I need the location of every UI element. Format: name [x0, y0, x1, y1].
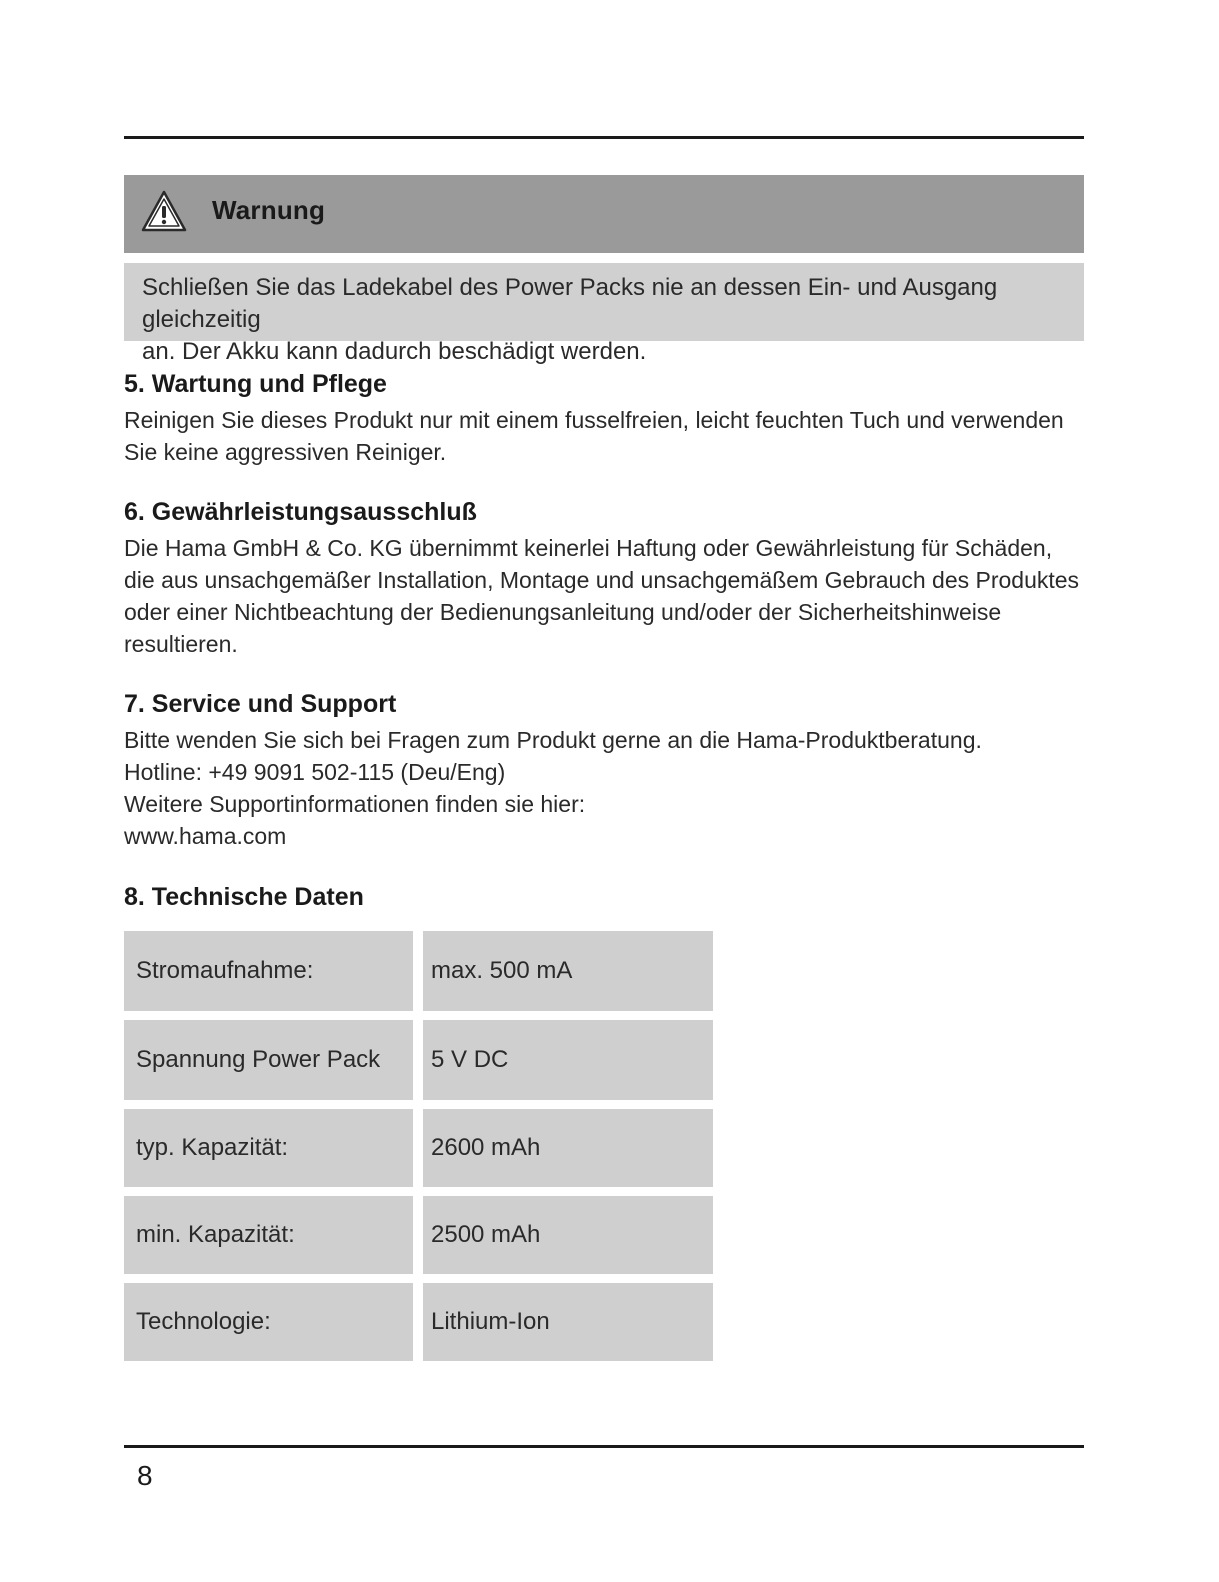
section-maintenance: [124, 368, 1084, 468]
section-heading: 6. Gewährleistungsausschluß: [124, 498, 477, 526]
paragraph-line: oder einer Nichtbeachtung der Bedienungsanleitung und/oder der Sicherheitshinweise: [124, 599, 1002, 625]
spec-value: max. 500 mA: [423, 931, 713, 1011]
spec-value: Lithium-Ion: [423, 1283, 713, 1361]
section-heading: 8. Technische Daten: [124, 883, 364, 911]
section-technical-data: [124, 881, 1084, 913]
spec-value: 2600 mAh: [423, 1109, 713, 1187]
spec-value: 5 V DC: [423, 1020, 713, 1100]
paragraph-line: resultieren.: [124, 631, 238, 657]
spec-label: typ. Kapazität:: [124, 1109, 413, 1187]
section-heading: 5. Wartung und Pflege: [124, 370, 387, 398]
paragraph-line: Bitte wenden Sie sich bei Fragen zum Produkt gerne an die Hama-Produktberatung.: [124, 727, 982, 753]
spec-label: Spannung Power Pack: [124, 1020, 413, 1100]
table-row: [124, 1196, 713, 1274]
bottom-divider: [124, 1445, 1084, 1448]
section-heading: 7. Service und Support: [124, 690, 397, 718]
warning-title: Warnung: [212, 195, 326, 225]
spec-label: min. Kapazität:: [124, 1196, 413, 1274]
paragraph-line: die aus unsachgemäßer Installation, Montage und unsachgemäßem Gebrauch des Produktes: [124, 567, 1080, 593]
spec-label: Technologie:: [124, 1283, 413, 1361]
warning-text-line: an. Der Akku kann dadurch beschädigt werden.: [142, 338, 647, 365]
paragraph-line: Weitere Supportinformationen finden sie hier:: [124, 791, 586, 817]
warning-text-line: Schließen Sie das Ladekabel des Power Packs nie an dessen Ein- und Ausgang gleichzeitig: [142, 274, 998, 333]
paragraph-line: Die Hama GmbH & Co. KG übernimmt keinerlei Haftung oder Gewährleistung für Schäden,: [124, 535, 1053, 561]
table-row: [124, 1109, 713, 1187]
top-divider: [124, 136, 1084, 139]
section-warranty-disclaimer: [124, 496, 1084, 660]
table-row: [124, 1020, 713, 1100]
spec-label: Stromaufnahme:: [124, 931, 413, 1011]
section-paragraph: [124, 532, 1084, 660]
page-number: 8: [137, 1460, 153, 1491]
table-row: [124, 931, 713, 1011]
section-service-support: [124, 688, 1084, 852]
table-row: [124, 1283, 713, 1361]
warning-text: [124, 263, 1084, 365]
website-link[interactable]: www.hama.com: [124, 823, 287, 849]
warning-header: [124, 175, 1084, 253]
hotline-text: Hotline: +49 9091 502-115 (Deu/Eng): [124, 759, 506, 785]
section-paragraph: [124, 404, 1084, 468]
technical-data-table: [124, 931, 713, 1370]
spec-value: 2500 mAh: [423, 1196, 713, 1274]
warning-triangle-icon: [140, 189, 188, 233]
paragraph-line: Sie keine aggressiven Reiniger.: [124, 439, 447, 465]
section-paragraph: [124, 724, 1084, 852]
paragraph-line: Reinigen Sie dieses Produkt nur mit einem fusselfreien, leicht feuchten Tuch und verwenden: [124, 407, 1064, 433]
